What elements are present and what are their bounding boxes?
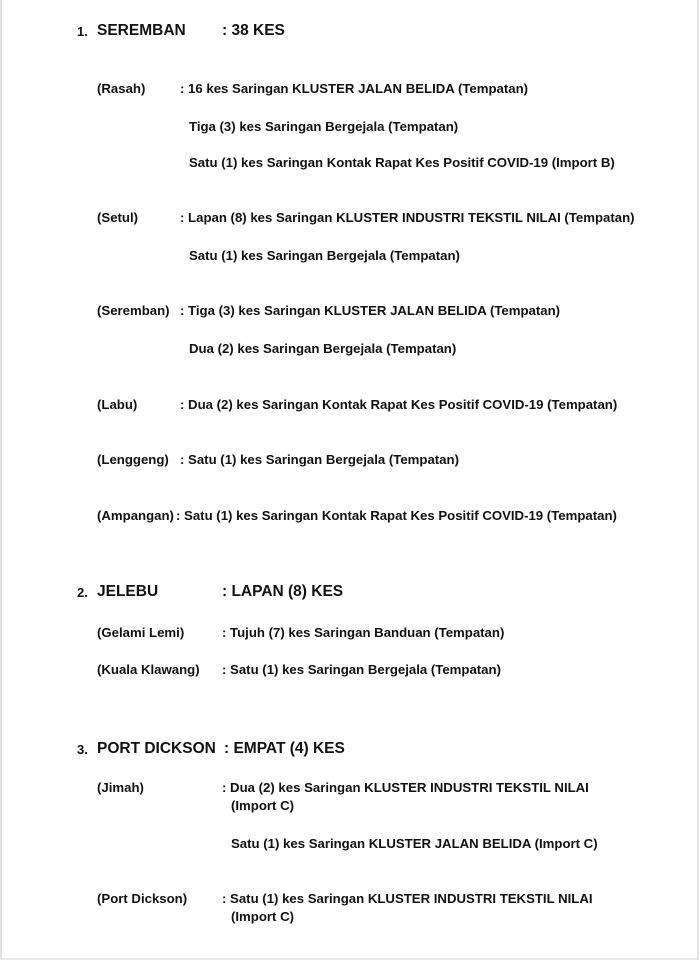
case-line: : Lapan (8) kes Saringan KLUSTER INDUSTRI TEKSTIL NILAI (Tempatan) <box>180 210 635 225</box>
case-line: Satu (1) kes Saringan Kontak Rapat Kes Positif COVID-19 (Import B) <box>189 155 615 170</box>
area-name: (Lenggeng) <box>97 452 169 467</box>
section-number: 2. <box>77 585 88 600</box>
district-total: : 38 KES <box>222 22 285 39</box>
area-name: (Setul) <box>97 210 139 225</box>
case-line: Satu (1) kes Saringan Bergejala (Tempatan) <box>189 248 460 263</box>
case-line: Dua (2) kes Saringan Bergejala (Tempatan) <box>189 341 457 356</box>
area-name: (Labu) <box>97 397 138 412</box>
section-number: 3. <box>77 742 88 757</box>
case-line: : Dua (2) kes Saringan KLUSTER INDUSTRI TEKSTIL NILAI <box>222 780 589 795</box>
case-line: : Tujuh (7) kes Saringan Banduan (Tempatan) <box>222 625 505 640</box>
section-number: 1. <box>77 24 88 39</box>
area-name: (Rasah) <box>97 81 146 96</box>
district-total: : EMPAT (4) KES <box>224 740 345 757</box>
district-name: SEREMBAN <box>97 22 186 39</box>
case-line: (Import C) <box>231 798 294 813</box>
area-name: (Gelami Lemi) <box>97 625 185 640</box>
case-line: : Satu (1) kes Saringan Bergejala (Tempatan) <box>222 662 501 677</box>
district-total: : LAPAN (8) KES <box>222 583 344 600</box>
area-name: (Jimah) <box>97 780 144 795</box>
case-line: : Satu (1) kes Saringan Bergejala (Tempatan) <box>180 452 459 467</box>
page-border-left <box>0 0 2 960</box>
case-line: (Import C) <box>231 909 294 924</box>
case-line: : 16 kes Saringan KLUSTER JALAN BELIDA (Tempatan) <box>180 81 529 96</box>
case-line: Satu (1) kes Saringan KLUSTER JALAN BELIDA (Import C) <box>231 836 598 851</box>
area-name: (Ampangan) <box>97 508 174 523</box>
district-name: JELEBU <box>97 583 159 600</box>
area-name: (Kuala Klawang) <box>97 662 200 677</box>
case-line: : Tiga (3) kes Saringan KLUSTER JALAN BELIDA (Tempatan) <box>180 303 561 318</box>
case-line: : Satu (1) kes Saringan KLUSTER INDUSTRI TEKSTIL NILAI <box>222 891 593 906</box>
case-line: : Satu (1) kes Saringan Kontak Rapat Kes Positif COVID-19 (Tempatan) <box>176 508 617 523</box>
area-name: (Port Dickson) <box>97 891 188 906</box>
district-name: PORT DICKSON <box>97 740 216 757</box>
case-line: : Dua (2) kes Saringan Kontak Rapat Kes Positif COVID-19 (Tempatan) <box>180 397 618 412</box>
area-name: (Seremban) <box>97 303 170 318</box>
case-line: Tiga (3) kes Saringan Bergejala (Tempatan) <box>189 119 459 134</box>
